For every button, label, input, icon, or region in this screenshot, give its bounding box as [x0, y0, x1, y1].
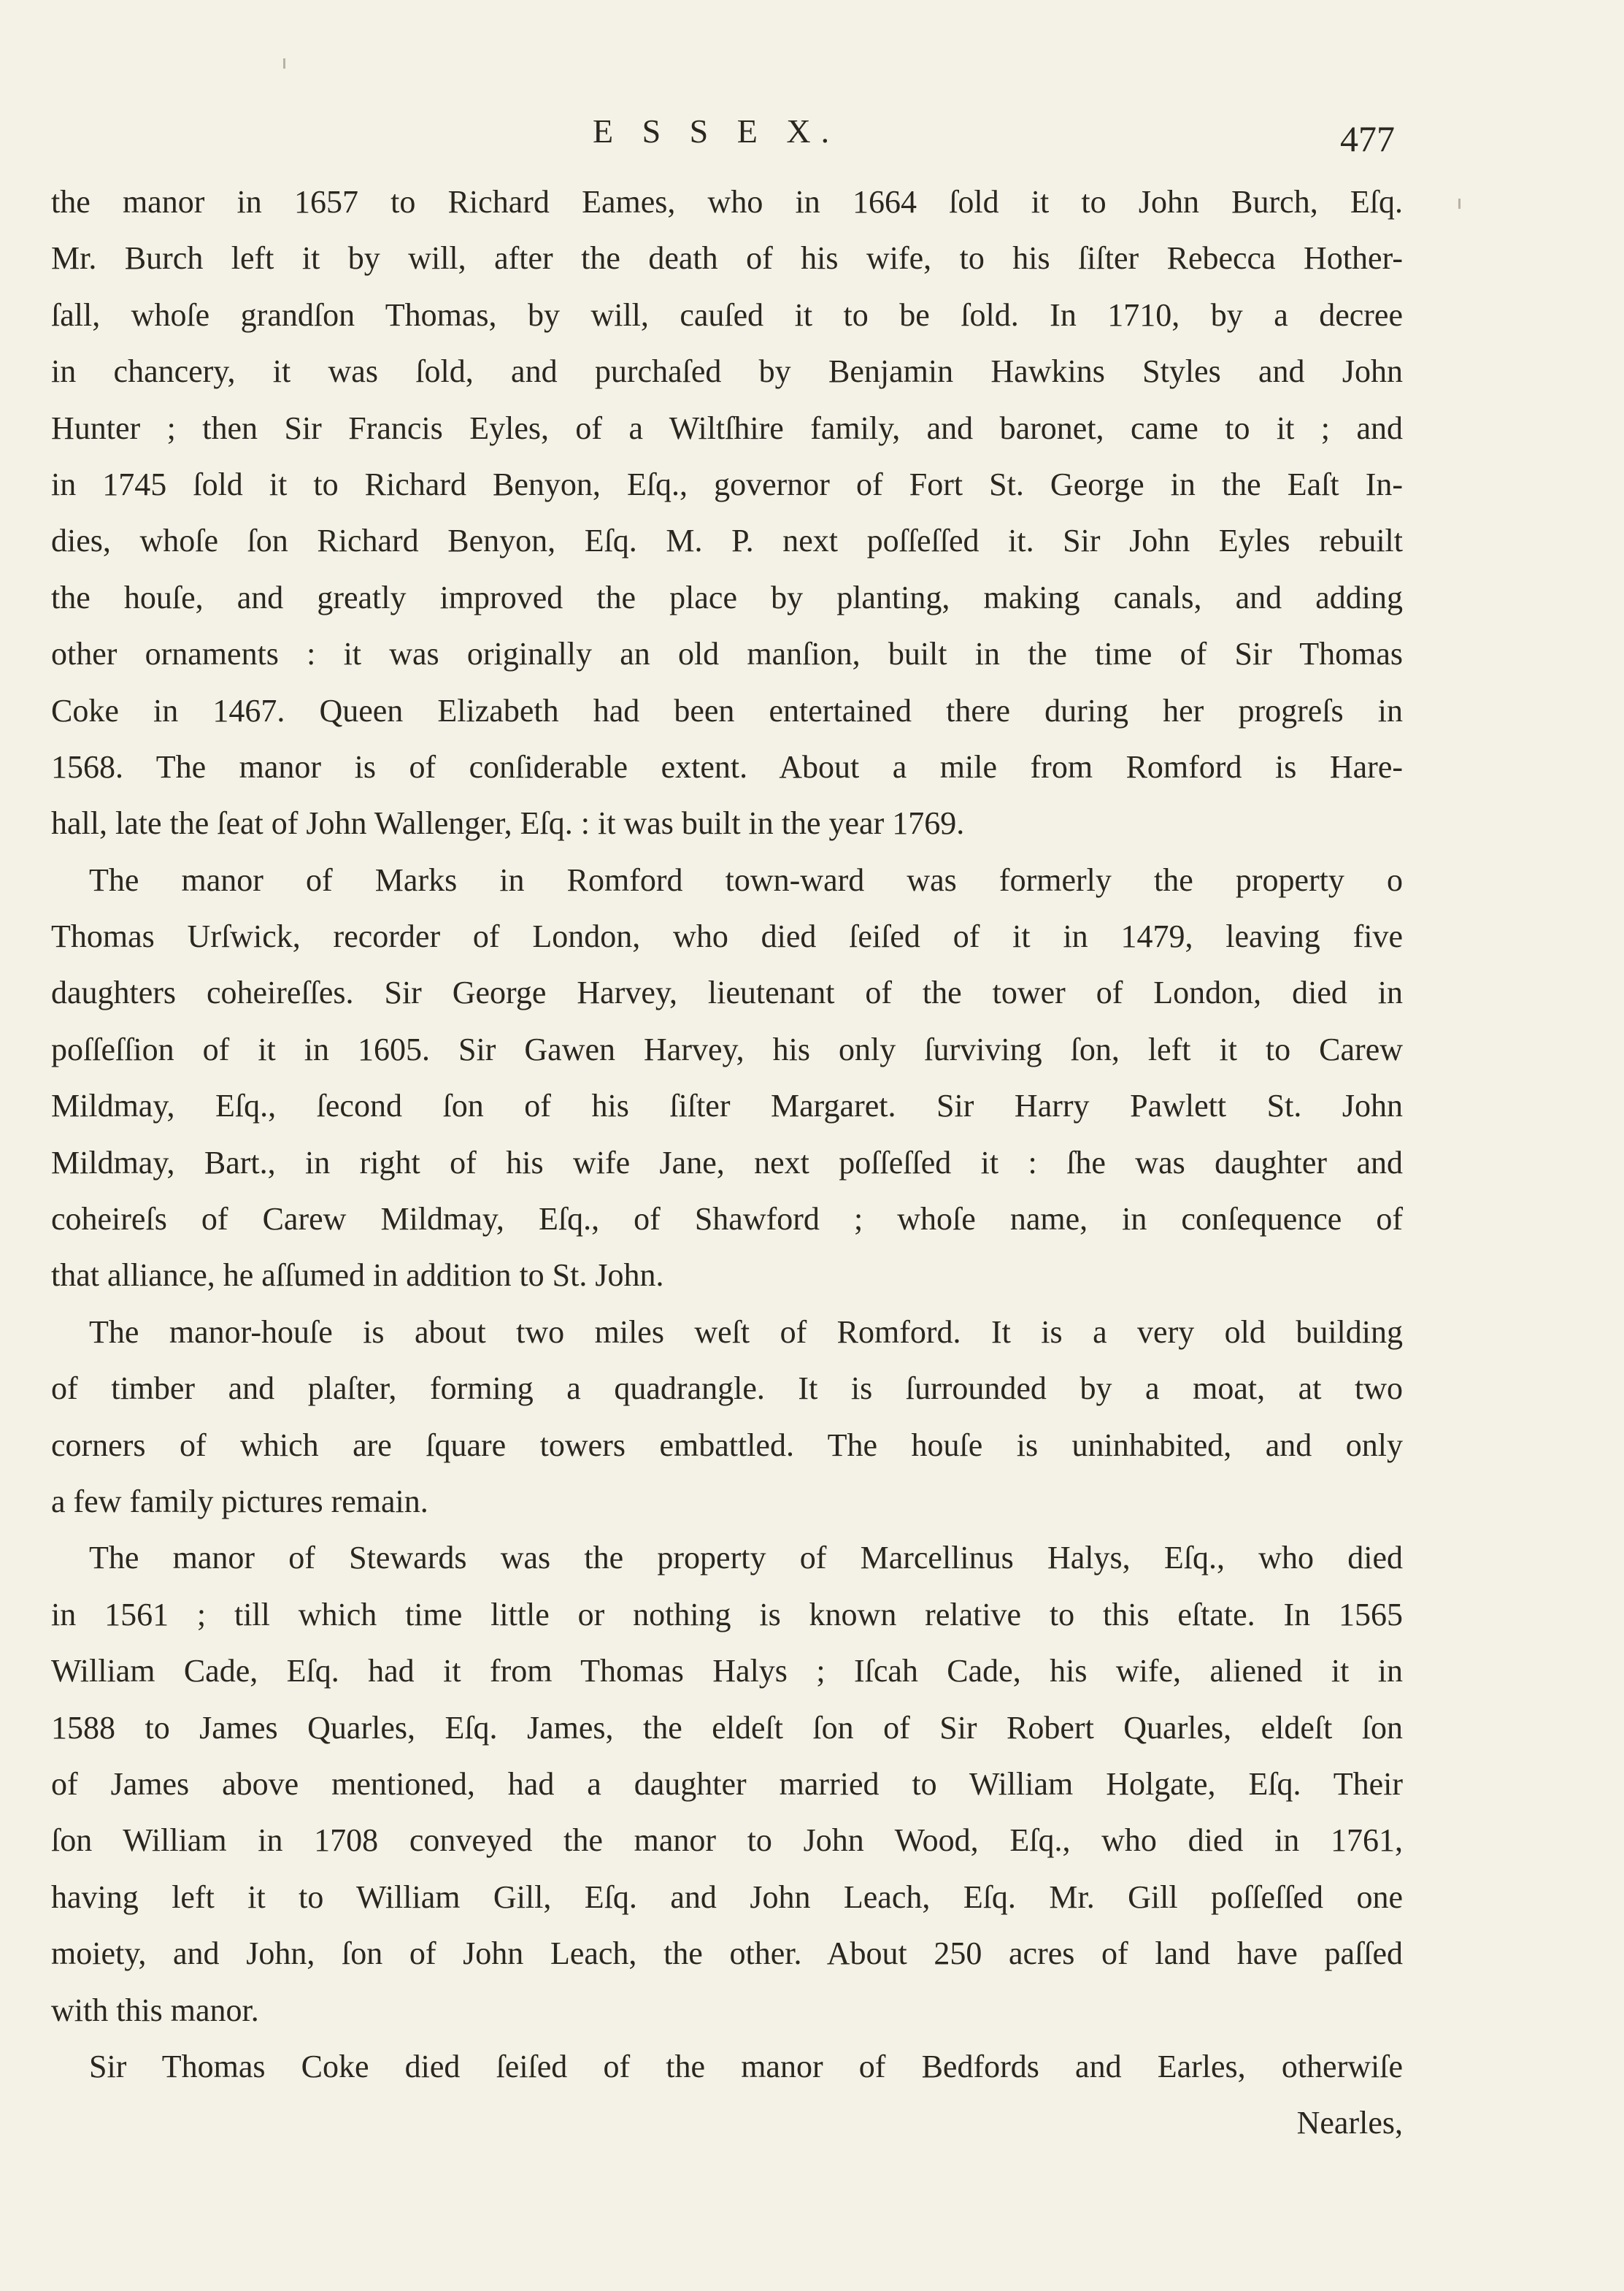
- paragraph-end-line: with this manor.: [51, 1992, 259, 2028]
- text-line: other ornaments : it was originally an old manſion, built in the time of Sir Thomas: [51, 636, 1403, 672]
- paragraph-start-line: The manor-houſe is about two miles weſt of Romford. It is a very old building: [89, 1313, 1403, 1350]
- paragraph-end-line: a few family pictures remain.: [51, 1483, 428, 1519]
- text-line: the manor in 1657 to Richard Eames, who in 1664 ſold it to John Burch, Eſq.: [51, 184, 1403, 220]
- text-line: Mr. Burch left it by will, after the death of his wife, to his ſiſter Rebecca Hother-: [51, 240, 1403, 277]
- text-line: Hunter ; then Sir Francis Eyles, of a Wiltſhire family, and baronet, came to it ; and: [51, 410, 1403, 446]
- text-line: ſon William in 1708 conveyed the manor to John Wood, Eſq., who died in 1761,: [51, 1822, 1403, 1859]
- margin-mark: [283, 58, 285, 69]
- text-line: 1588 to James Quarles, Eſq. James, the eldeſt ſon of Sir Robert Quarles, eldeſt ſon: [51, 1709, 1403, 1746]
- text-line: in 1745 ſold it to Richard Benyon, Eſq., governor of Fort St. George in the Eaſt In-: [51, 466, 1403, 502]
- text-line: in 1561 ; till which time little or nothing is known relative to this eſtate. In 1565: [51, 1596, 1403, 1632]
- paragraph-end-line: that alliance, he aſſumed in addition to St. John.: [51, 1257, 664, 1294]
- text-line: in chancery, it was ſold, and purchaſed by Benjamin Hawkins Styles and John: [51, 353, 1403, 390]
- text-line: moiety, and John, ſon of John Leach, the other. About 250 acres of land have paſſed: [51, 1935, 1403, 1972]
- text-line: Thomas Urſwick, recorder of London, who died ſeiſed of it in 1479, leaving five: [51, 918, 1403, 955]
- catchword: Nearles,: [1296, 2105, 1403, 2141]
- paragraph-start-line: The manor of Stewards was the property of Marcellinus Halys, Eſq., who died: [89, 1540, 1403, 1576]
- text-line: of timber and plaſter, forming a quadrangle. It is ſurrounded by a moat, at two: [51, 1370, 1403, 1407]
- paragraph-end-line: hall, late the ſeat of John Wallenger, Eſq. : it was built in the year 1769.: [51, 805, 965, 842]
- text-line: the houſe, and greatly improved the place by planting, making canals, and adding: [51, 579, 1403, 615]
- paragraph-start-line: The manor of Marks in Romford town-ward was formerly the property o: [89, 861, 1403, 898]
- text-line: Mildmay, Bart., in right of his wife Jane, next poſſeſſed it : ſhe was daughter and: [51, 1144, 1403, 1181]
- text-line: dies, whoſe ſon Richard Benyon, Eſq. M. P. next poſſeſſed it. Sir John Eyles rebuilt: [51, 523, 1403, 559]
- text-line: 1568. The manor is of conſiderable extent. About a mile from Romford is Hare-: [51, 748, 1403, 785]
- text-line: William Cade, Eſq. had it from Thomas Halys ; Iſcah Cade, his wife, aliened it in: [51, 1653, 1403, 1689]
- text-line: ſall, whoſe grandſon Thomas, by will, cauſed it to be ſold. In 1710, by a decree: [51, 296, 1403, 333]
- text-line: Coke in 1467. Queen Elizabeth had been entertained there during her progreſs in: [51, 692, 1403, 729]
- text-line: corners of which are ſquare towers embattled. The houſe is uninhabited, and only: [51, 1427, 1403, 1463]
- text-line: poſſeſſion of it in 1605. Sir Gawen Harvey, his only ſurviving ſon, left it to Carew: [51, 1031, 1403, 1067]
- text-line: of James above mentioned, had a daughter married to William Holgate, Eſq. Their: [51, 1765, 1403, 1802]
- paragraph-start-line: Sir Thomas Coke died ſeiſed of the manor of Bedfords and Earles, otherwiſe: [89, 2048, 1403, 2084]
- margin-mark: [1458, 199, 1461, 209]
- text-line: Mildmay, Eſq., ſecond ſon of his ſiſter Margaret. Sir Harry Pawlett St. John: [51, 1088, 1403, 1124]
- text-line: coheireſs of Carew Mildmay, Eſq., of Shawford ; whoſe name, in conſequence of: [51, 1201, 1403, 1237]
- text-line: having left it to William Gill, Eſq. and John Leach, Eſq. Mr. Gill poſſeſſed one: [51, 1879, 1403, 1915]
- page-number: 477: [1340, 118, 1395, 159]
- running-head: [0, 110, 1624, 159]
- body-text: [51, 174, 1403, 2152]
- running-head-title: E S S E X.: [593, 112, 840, 150]
- text-line: daughters coheireſſes. Sir George Harvey, lieutenant of the tower of London, died in: [51, 975, 1403, 1011]
